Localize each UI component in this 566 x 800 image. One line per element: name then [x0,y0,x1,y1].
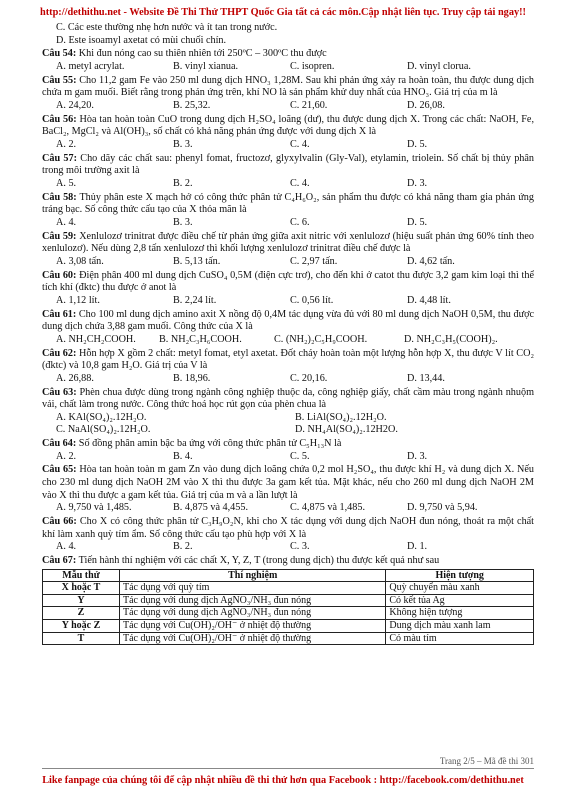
question-number: Câu 67: [42,554,77,566]
answer-options [42,541,534,554]
experiment-cell: Tác dụng với Cu(OH)₂/OH⁻ ở nhiệt độ thường [120,619,386,632]
experiment-cell: Tác dụng với dung dịch AgNO₃/NH₃ đun nóng [120,607,386,620]
question-text: Phèn chua được dùng trong ngành công nghiệp thuộc da, công nghiệp giấy, chất cầm màu trong ngành nhuộm vải, chất làm trong nước. Công thức hoá học rút gọn của phèn chua là [42,386,534,411]
column-header: Mẫu thử [43,569,120,582]
question-text: Thủy phân este X mạch hở có công thức phân tử C₄H₆O₂, sản phẩm thu được có khả năng tham gia phản ứng tráng bạc. Số công thức cấu tạo của X thỏa mãn là [42,191,534,216]
option-d: D. 9,750 và 5,94. [407,502,478,514]
column-header: Thí nghiệm [120,569,386,582]
option-d: D. 5. [407,216,428,228]
option-c: C. 3. [290,541,310,553]
option-b: B. 25,32. [173,99,211,111]
question-text: Số đồng phân amin bậc ba ứng với công thức phân tử C₅H₁₃N là [78,438,342,450]
sample-cell: Y hoặc Z [43,619,120,632]
option-d: D. 13,44. [407,372,445,384]
answer-options [42,61,534,74]
question-62 [42,348,534,386]
question-58 [42,192,534,230]
question-59 [42,231,534,269]
footer-link[interactable]: Like fanpage của chúng tôi để cập nhật nhiều đề thi thử hơn qua Facebook : http://facebook.com/dethithu.net [42,775,524,786]
answer-options [42,451,534,464]
phenomenon-cell: Không hiện tượng [386,607,534,620]
option-c: C. 5. [290,450,310,462]
option-c: C. NaAl(SO₄)₂.12H₂O. [56,424,151,436]
option-d: D. NH₄Al(SO₄)₂.12H2O. [295,424,398,436]
table-row [43,582,534,595]
option-d: D. NH₂C₃H₅(COOH)₂. [404,333,498,345]
option-d: D. 4,62 tấn. [407,255,455,267]
phenomenon-cell: Quỳ chuyển màu xanh [386,582,534,595]
answer-options [42,373,534,386]
phenomenon-cell: Có màu tím [386,632,534,645]
answer-options [42,502,534,515]
exam-content [42,22,534,645]
question-text: Khi đun nóng cao su thiên nhiên tới 250ºC – 300ºC thu được [78,48,327,60]
option-c: C. 4. [290,177,310,189]
question-text: Cho 11,2 gam Fe vào 250 ml dung dịch HNO₃ 1,28M. Sau khi phản ứng xảy ra hoàn toàn, thu được dung dịch chứa m gam muối. Biết rằng trong phản ứng trên, khí NO là sản phẩm khử duy nhất của HNO₃. Giá trị của m là [42,74,535,99]
question-number: Câu 57: [42,152,77,164]
question-63 [42,387,534,437]
question-text: Hòa tan hoàn toàn CuO trong dung dịch H₂SO₄ loãng (dư), thu được dung dịch X. Trong các chất: NaOH, Fe, BaCl₂, MgCl₂ và Al(OH)₃, số chất có khả năng phản ứng được với dung dịch X là [42,113,534,138]
option-a: A. 3,08 tấn. [56,255,104,267]
answer-options [42,295,534,308]
option-a: A. 9,750 và 1,485. [56,502,132,514]
table-row [43,619,534,632]
question-64 [42,438,534,463]
question-number: Câu 55: [42,74,77,86]
option-d: D. 3. [407,177,428,189]
answer-options [42,256,534,269]
option-d: D. vinyl clorua. [407,60,471,72]
option-b: B. 4. [173,450,193,462]
question-text: Hỗn hợp X gồm 2 chất: metyl fomat, etyl axetat. Đốt cháy hoàn toàn một lượng hỗn hợp X, thu được V lít CO₂ (đktc) và 10,8 gam H₂O. Giá trị của V là [42,347,535,372]
option-d: D. 5. [407,138,428,150]
option-b: B. 4,875 và 4,455. [173,502,248,514]
experiment-cell: Tác dụng với Cu(OH)₂/OH⁻ ở nhiệt độ thường [120,632,386,645]
answer-options [42,424,534,437]
answer-options [42,217,534,230]
question-text: Xenlulozơ trinitrat được điều chế từ phản ứng giữa axit nitric với xenlulozơ (hiệu suất phản ứng 60% tính theo xenlulozơ). Nếu dùng 2,8 tấn xenlulozơ thì khối lượng xenlulozơ trinitrat điều chế được là [42,230,534,255]
option-c: C. isopren. [290,60,335,72]
experiment-cell: Tác dụng với dung dịch AgNO₃/NH₃ đun nóng [120,594,386,607]
option-c: C. 4. [290,138,310,150]
option-a: A. 1,12 lít. [56,294,100,306]
table-header-row [43,569,534,582]
footer-divider [42,768,534,769]
question-number: Câu 56: [42,113,77,125]
sample-cell: Y [43,594,120,607]
option-d: D. 26,08. [407,99,445,111]
question-number: Câu 58: [42,191,77,203]
sample-cell: X hoặc T [43,582,120,595]
option-b: B. 2,24 lít. [173,294,217,306]
answer-options [42,334,534,347]
option-d: D. 1. [407,541,428,553]
question-text: Cho 100 ml dung dịch amino axit X nồng độ 0,4M tác dụng vừa đủ với 80 ml dung dịch NaOH 0,5M, thu được dung dịch chứa 3,88 gam muối. Công thức của X là [42,308,535,333]
question-66 [42,516,534,554]
option-b: B. 3. [173,216,193,228]
phenomenon-cell: Dung dịch màu xanh lam [386,619,534,632]
phenomenon-cell: Có kết tủa Ag [386,594,534,607]
question-61 [42,309,534,347]
option-c: C. 20,16. [290,372,328,384]
option-a: A. 24,20. [56,99,94,111]
question-60 [42,270,534,308]
option-b: B. vinyl xianua. [173,60,239,72]
option-b: B. 2. [173,177,193,189]
answer-options [42,100,534,113]
question-67 [42,555,534,645]
question-number: Câu 66: [42,516,77,527]
option-a: A. 5. [56,177,77,189]
sample-cell: T [43,632,120,645]
option-c: C. 4,875 và 1,485. [290,502,365,514]
question-65 [42,464,534,514]
option-a: A. 26,88. [56,372,94,384]
option-a: A. metyl acrylat. [56,60,125,72]
question-number: Câu 59: [42,230,77,242]
answer-options [42,412,534,425]
question-number: Câu 63: [42,386,77,398]
question-number: Câu 54: [42,48,77,60]
option-c: C. 6. [290,216,310,228]
question-number: Câu 61: [42,308,77,320]
option-c: C. (NH₂)₂C₅H₉COOH. [274,333,368,345]
option-a: A. 4. [56,541,77,553]
column-header: Hiện tượng [386,569,534,582]
table-row [43,632,534,645]
question-54 [42,48,534,73]
option-a: A. NH₂CH₂COOH. [56,333,136,345]
option-c: C. 0,56 lít. [290,294,334,306]
option-b: B. 5,13 tấn. [173,255,221,267]
option-b: B. 18,96. [173,372,211,384]
site-header-link[interactable]: http://dethithu.net - Website Đề Thi Thử THPT Quốc Gia tất cả các môn.Cập nhật liên tục. Truy cập tải ngay!! [40,7,526,18]
option-b: B. 2. [173,541,193,553]
option-b: B. NH₂C₃H₆COOH. [159,333,242,345]
option-d: D. 4,48 lít. [407,294,451,306]
table-row [43,594,534,607]
option-a: A. 4. [56,216,77,228]
option-c: C. 2,97 tấn. [290,255,338,267]
question-text: Cho X có công thức phân tử C₃H₉O₂N, khi cho X tác dụng với dung dịch NaOH đun nóng, thoát ra một chất khí làm xanh quỳ tím ẩm. Số công thức cấu tạo phù hợp với X là [42,516,535,540]
question-56 [42,114,534,152]
sample-cell: Z [43,607,120,620]
answer-options [42,178,534,191]
option-a: A. 2. [56,450,77,462]
question-number: Câu 64: [42,438,77,450]
experiment-cell: Tác dụng với quỳ tím [120,582,386,595]
answer-options [42,139,534,152]
question-number: Câu 65: [42,464,77,476]
question-number: Câu 60: [42,269,77,281]
option-text: C. Các este thường nhẹ hơn nước và ít tan trong nước. [56,22,278,33]
question-text: Tiến hành thí nghiệm với các chất X, Y, Z, T (trong dung dịch) thu được kết quả như sau [78,554,440,566]
question-55 [42,75,534,113]
option-c: C. 21,60. [290,99,328,111]
option-b: B. LiAl(SO₄)₂.12H₂O. [295,411,387,423]
question-number: Câu 62: [42,347,77,359]
option-a: A. KAl(SO₄)₂.12H₂O. [56,411,147,423]
option-d: D. 3. [407,450,428,462]
question-text: Cho dãy các chất sau: phenyl fomat, fructozơ, glyxylvalin (Gly-Val), etylamin, triolein. Số chất bị thủy phân trong môi trường axit là [42,152,535,177]
question-text: Điện phân 400 ml dung dịch CuSO₄ 0,5M (điện cực trơ), cho đến khi ở catot thu được 3,2 gam kim loại thì thể tích khí (đktc) thu được ở anot là [42,269,535,294]
question-57 [42,153,534,191]
option-b: B. 3. [173,138,193,150]
results-table [42,569,534,646]
option-a: A. 2. [56,138,77,150]
table-row [43,607,534,620]
question-text: Hòa tan hoàn toàn m gam Zn vào dung dịch loãng chứa 0,2 mol H₂SO₄, thu được khí H₂ và dung dịch X. Nếu cho 230 ml dung dịch NaOH 2M vào X thì thu được 3a gam kết tủa. Mặt khác, nếu cho 260 ml dung dịch NaOH 2M vào X thì thu được a gam kết tủa. Giá trị của m và a lần lượt là [42,464,535,501]
option-text: D. Este isoamyl axetat có mùi chuối chín. [56,34,227,46]
page-number: Trang 2/5 – Mã đề thi 301 [439,756,534,766]
